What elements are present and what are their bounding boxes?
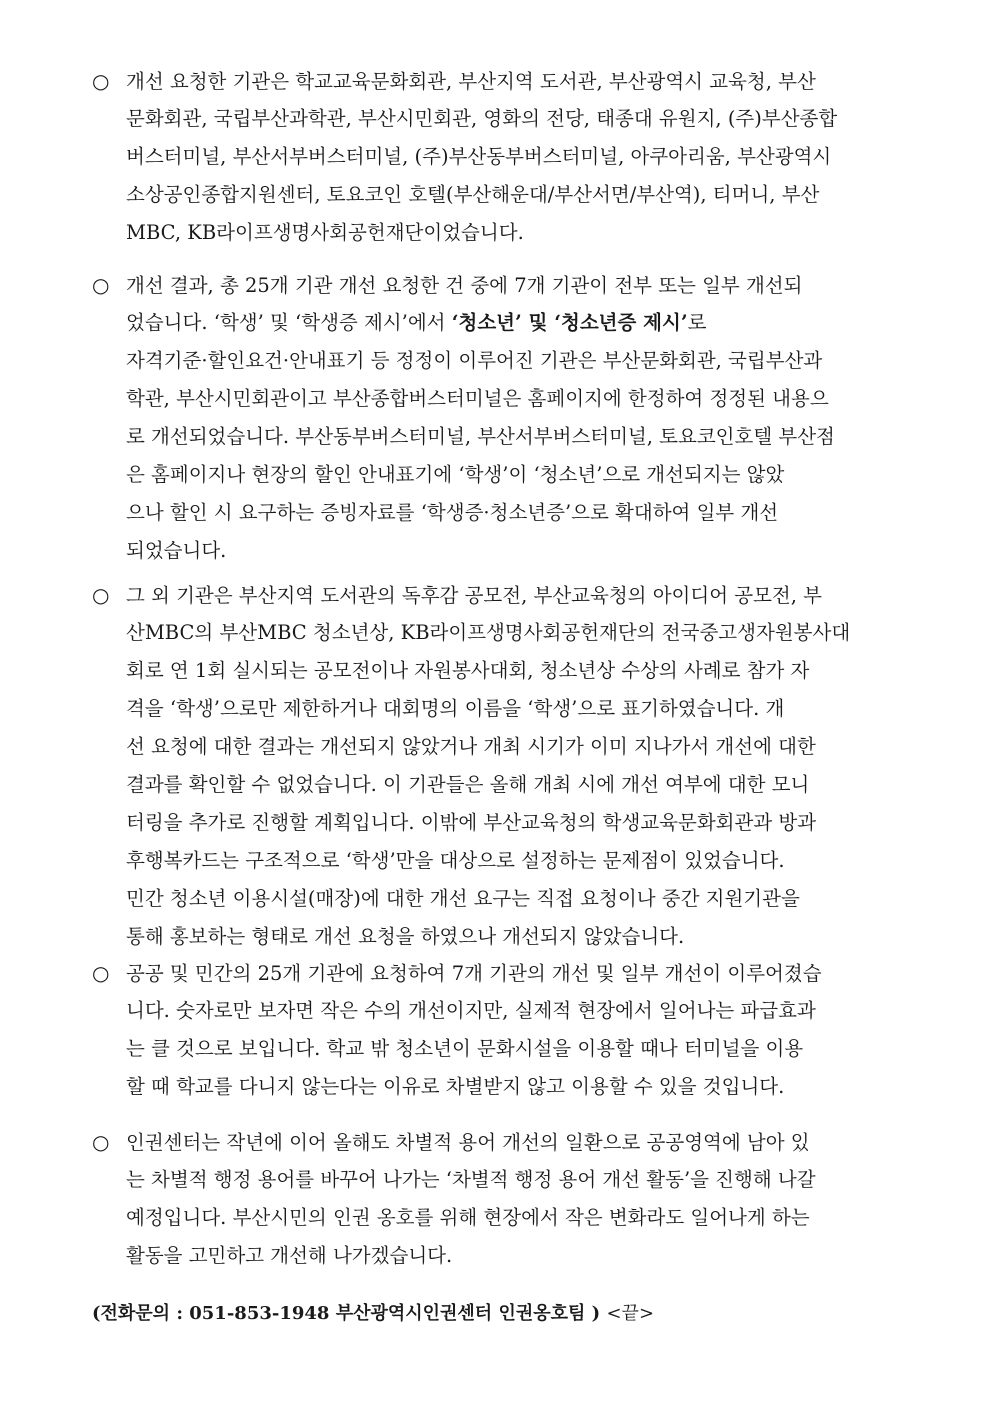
bullet-circle-icon: ○ xyxy=(92,69,110,93)
text-line: 선 요청에 대한 결과는 개선되지 않았거나 개최 시기가 이미 지나가서 개선에 대한 xyxy=(126,735,816,758)
text-line-tail: 로 xyxy=(687,311,707,334)
text-line: 문화회관, 국립부산과학관, 부산시민회관, 영화의 전당, 태종대 유원지, (주)부산종합 xyxy=(126,107,838,130)
end-mark: <끝> xyxy=(606,1303,655,1324)
text-line: 그 외 기관은 부산지역 도서관의 독후감 공모전, 부산교육청의 아이디어 공모전, 부 xyxy=(126,584,823,607)
text-line: 후행복카드는 구조적으로 ‘학생’만을 대상으로 설정하는 문제점이 있었습니다. xyxy=(126,849,785,872)
text-line: 결과를 확인할 수 없었습니다. 이 기관들은 올해 개최 시에 개선 여부에 대한 모니 xyxy=(126,773,810,796)
text-line: 예정입니다. 부산시민의 인권 옹호를 위해 현장에서 작은 변화라도 일어나게 하는 xyxy=(126,1206,810,1229)
text-line: 통해 홍보하는 형태로 개선 요청을 하였으나 개선되지 않았습니다. xyxy=(126,925,685,948)
bold-emphasis: ‘청소년’ 및 ‘청소년증 제시’ xyxy=(451,311,688,334)
paragraph-3 xyxy=(92,576,907,956)
text-line: 인권센터는 작년에 이어 올해도 차별적 용어 개선의 일환으로 공공영역에 남아 있 xyxy=(126,1131,810,1154)
paragraph-1 xyxy=(92,62,907,252)
contact-footer xyxy=(92,1299,654,1325)
bullet-circle-icon: ○ xyxy=(92,583,110,607)
text-line: 는 차별적 행정 용어를 바꾸어 나가는 ‘차별적 행정 용어 개선 활동’을 진행해 나갈 xyxy=(126,1168,816,1191)
text-line: 산MBC의 부산MBC 청소년상, KB라이프생명사회공헌재단의 전국중고생자원봉사대 xyxy=(126,621,851,644)
text-line: 격을 ‘학생’으로만 제한하거나 대회명의 이름을 ‘학생’으로 표기하였습니다. 개 xyxy=(126,697,785,720)
text-line: MBC, KB라이프생명사회공헌재단이었습니다. xyxy=(126,221,524,244)
text-line: 개선 요청한 기관은 학교교육문화회관, 부산지역 도서관, 부산광역시 교육청, 부산 xyxy=(126,70,816,93)
bullet-circle-icon: ○ xyxy=(92,273,110,297)
text-line: 되었습니다. xyxy=(126,539,227,562)
contact-info: (전화문의 : 051-853-1948 부산광역시인권센터 인권옹호팀 ) xyxy=(92,1303,601,1324)
text-line: 었습니다. ‘학생’ 및 ‘학생증 제시’에서 xyxy=(126,311,452,334)
text-line: 로 개선되었습니다. 부산동부버스터미널, 부산서부버스터미널, 토요코인호텔 부산점 xyxy=(126,425,835,448)
text-line: 버스터미널, 부산서부버스터미널, (주)부산동부버스터미널, 아쿠아리움, 부산광역시 xyxy=(126,145,832,168)
text-line: 은 홈페이지나 현장의 할인 안내표기에 ‘학생’이 ‘청소년’으로 개선되지는 않았 xyxy=(126,463,785,486)
bullet-circle-icon: ○ xyxy=(92,1130,110,1154)
text-line: 공공 및 민간의 25개 기관에 요청하여 7개 기관의 개선 및 일부 개선이 이루어졌습 xyxy=(126,962,822,985)
text-line: 터링을 추가로 진행할 계획입니다. 이밖에 부산교육청의 학생교육문화회관과 방과 xyxy=(126,811,817,834)
text-line: 니다. 숫자로만 보자면 작은 수의 개선이지만, 실제적 현장에서 일어나는 파급효과 xyxy=(126,999,816,1022)
text-line: 민간 청소년 이용시설(매장)에 대한 개선 요구는 직접 요청이나 중간 지원기관을 xyxy=(126,887,800,910)
text-line: 할 때 학교를 다니지 않는다는 이유로 차별받지 않고 이용할 수 있을 것입니다. xyxy=(126,1075,785,1098)
text-line: 자격기준·할인요건·안내표기 등 정정이 이루어진 기관은 부산문화회관, 국립부산과 xyxy=(126,349,823,372)
paragraph-2 xyxy=(92,266,907,570)
text-line: 회로 연 1회 실시되는 공모전이나 자원봉사대회, 청소년상 수상의 사례로 참가 자 xyxy=(126,659,810,682)
text-line: 소상공인종합지원센터, 토요코인 호텔(부산해운대/부산서면/부산역), 티머니, 부산 xyxy=(126,183,820,206)
text-line: 는 클 것으로 보입니다. 학교 밖 청소년이 문화시설을 이용할 때나 터미널을 이용 xyxy=(126,1037,804,1060)
text-line: 개선 결과, 총 25개 기관 개선 요청한 건 중에 7개 기관이 전부 또는 일부 개선되 xyxy=(126,274,803,297)
paragraph-4 xyxy=(92,954,907,1106)
text-line: 으나 할인 시 요구하는 증빙자료를 ‘학생증·청소년증’으로 확대하여 일부 개선 xyxy=(126,501,779,524)
text-line: 학관, 부산시민회관이고 부산종합버스터미널은 홈페이지에 한정하여 정정된 내용으 xyxy=(126,387,829,410)
paragraph-5 xyxy=(92,1123,907,1275)
text-line: 활동을 고민하고 개선해 나가겠습니다. xyxy=(126,1244,453,1267)
bullet-circle-icon: ○ xyxy=(92,961,110,985)
